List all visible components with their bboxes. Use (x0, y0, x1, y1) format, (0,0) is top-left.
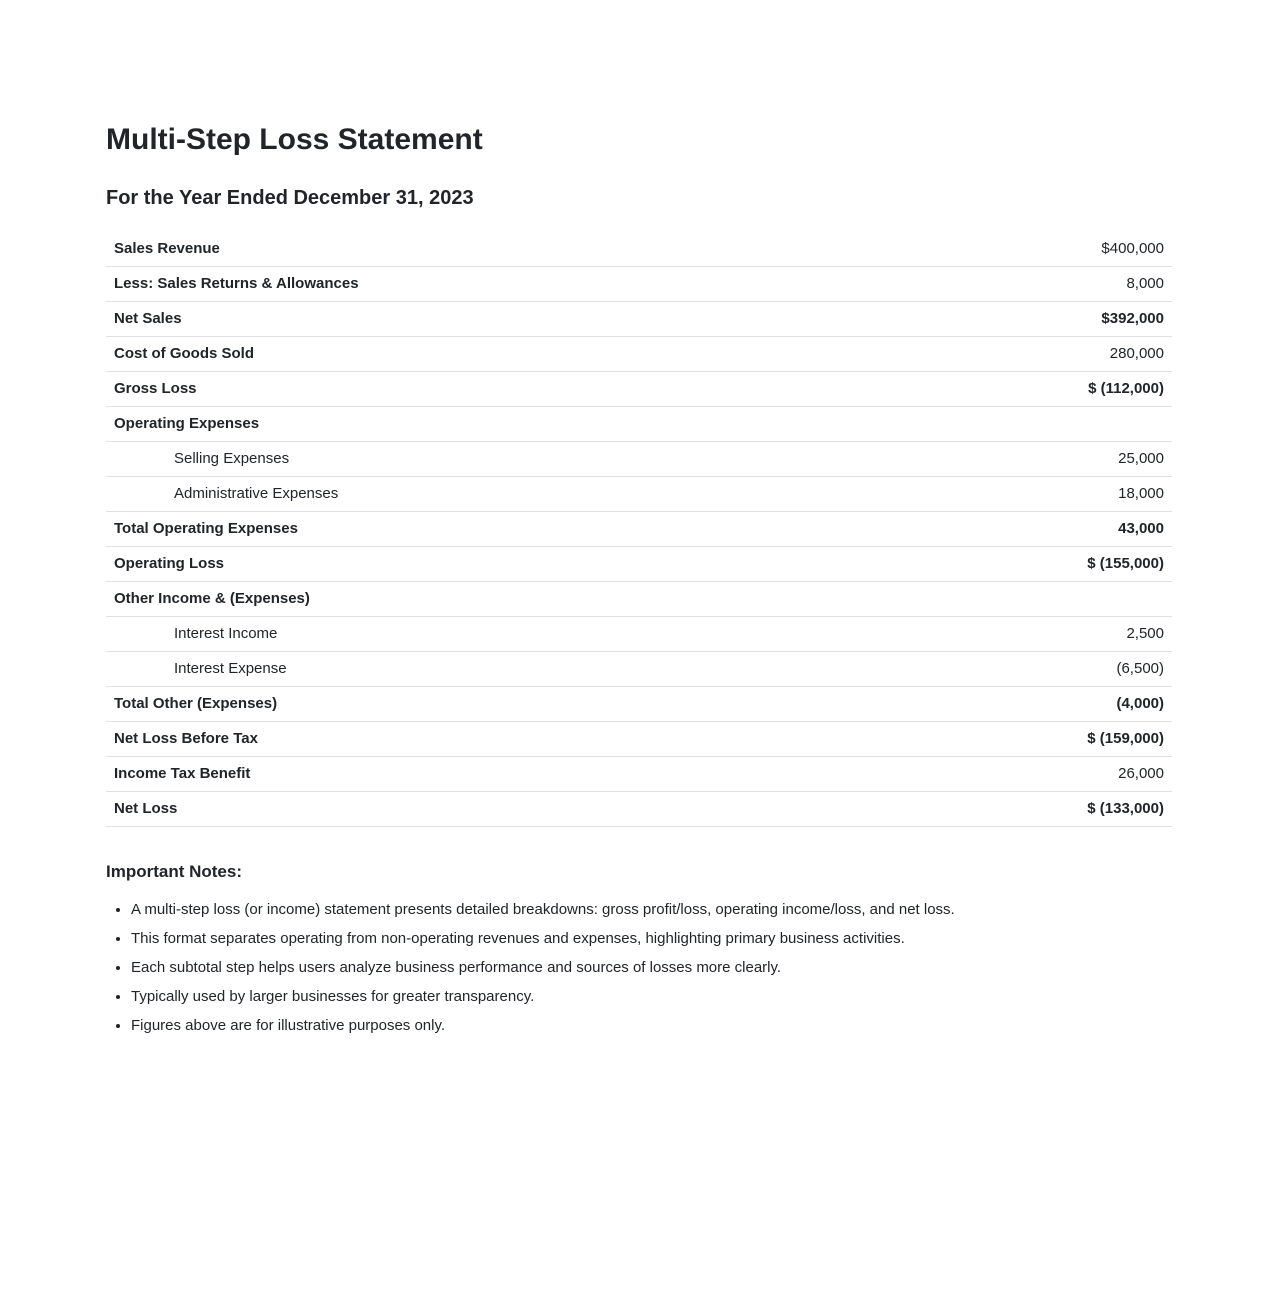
row-label: Other Income & (Expenses) (114, 590, 310, 607)
row-label: Administrative Expenses (174, 485, 339, 502)
row-label: Operating Expenses (114, 415, 260, 432)
row-label: Selling Expenses (174, 450, 290, 467)
row-label: Total Operating Expenses (114, 520, 298, 537)
statement-row (106, 617, 1172, 652)
page-subtitle: For the Year Ended December 31, 2023 (106, 187, 474, 209)
statement-row (106, 687, 1172, 722)
row-label: Net Loss Before Tax (114, 730, 258, 747)
statement-row (106, 792, 1172, 827)
statement-row (106, 582, 1172, 617)
note-item: • Figures above are for illustrative purposes only. (131, 1016, 1172, 1036)
notes-title: Important Notes: (106, 862, 242, 881)
statement-row (106, 652, 1172, 687)
statement-row (106, 547, 1172, 582)
page-title: Multi-Step Loss Statement (106, 123, 483, 156)
row-value: 18,000 (1118, 485, 1164, 502)
row-label: Operating Loss (114, 555, 225, 572)
row-value: 26,000 (1118, 765, 1164, 782)
row-label: Interest Expense (174, 660, 287, 677)
row-value: $392,000 (1101, 310, 1164, 327)
row-label: Total Other (Expenses) (114, 695, 278, 712)
row-label: Income Tax Benefit (114, 765, 251, 782)
row-label: Cost of Goods Sold (114, 345, 254, 362)
statement-row (106, 232, 1172, 267)
row-value: (4,000) (1116, 695, 1164, 712)
statement-table (106, 232, 1172, 827)
row-label: Net Sales (114, 310, 182, 327)
row-value: $ (133,000) (1087, 800, 1164, 817)
row-label: Gross Loss (114, 380, 197, 397)
statement-row (106, 722, 1172, 757)
statement-row (106, 442, 1172, 477)
row-label: Less: Sales Returns & Allowances (114, 275, 359, 292)
row-value: 25,000 (1118, 450, 1164, 467)
row-label: Sales Revenue (114, 240, 220, 257)
statement-row (106, 757, 1172, 792)
row-value: 2,500 (1126, 625, 1164, 642)
row-value: $400,000 (1101, 240, 1164, 257)
note-item: • A multi-step loss (or income) statement presents detailed breakdowns: gross profit/loss, operating income/loss, and net loss. (131, 900, 1172, 920)
statement-row (106, 267, 1172, 302)
row-value: $ (155,000) (1087, 555, 1164, 572)
statement-row (106, 337, 1172, 372)
note-item: • Each subtotal step helps users analyze business performance and sources of losses more clearly. (131, 958, 1172, 978)
statement-row (106, 302, 1172, 337)
row-value: $ (159,000) (1087, 730, 1164, 747)
row-label: Interest Income (174, 625, 278, 642)
row-value: (6,500) (1116, 660, 1164, 677)
statement-row (106, 477, 1172, 512)
note-item: • This format separates operating from non-operating revenues and expenses, highlighting primary business activities. (131, 929, 1172, 949)
row-value: 280,000 (1109, 345, 1164, 362)
notes-list (106, 900, 1172, 1036)
statement-row (106, 407, 1172, 442)
note-item: • Typically used by larger businesses for greater transparency. (131, 987, 1172, 1007)
row-value: 8,000 (1126, 275, 1164, 292)
row-value: $ (112,000) (1088, 380, 1164, 397)
row-label: Net Loss (114, 800, 178, 817)
statement-row (106, 372, 1172, 407)
row-value: 43,000 (1118, 520, 1164, 537)
statement-row (106, 512, 1172, 547)
